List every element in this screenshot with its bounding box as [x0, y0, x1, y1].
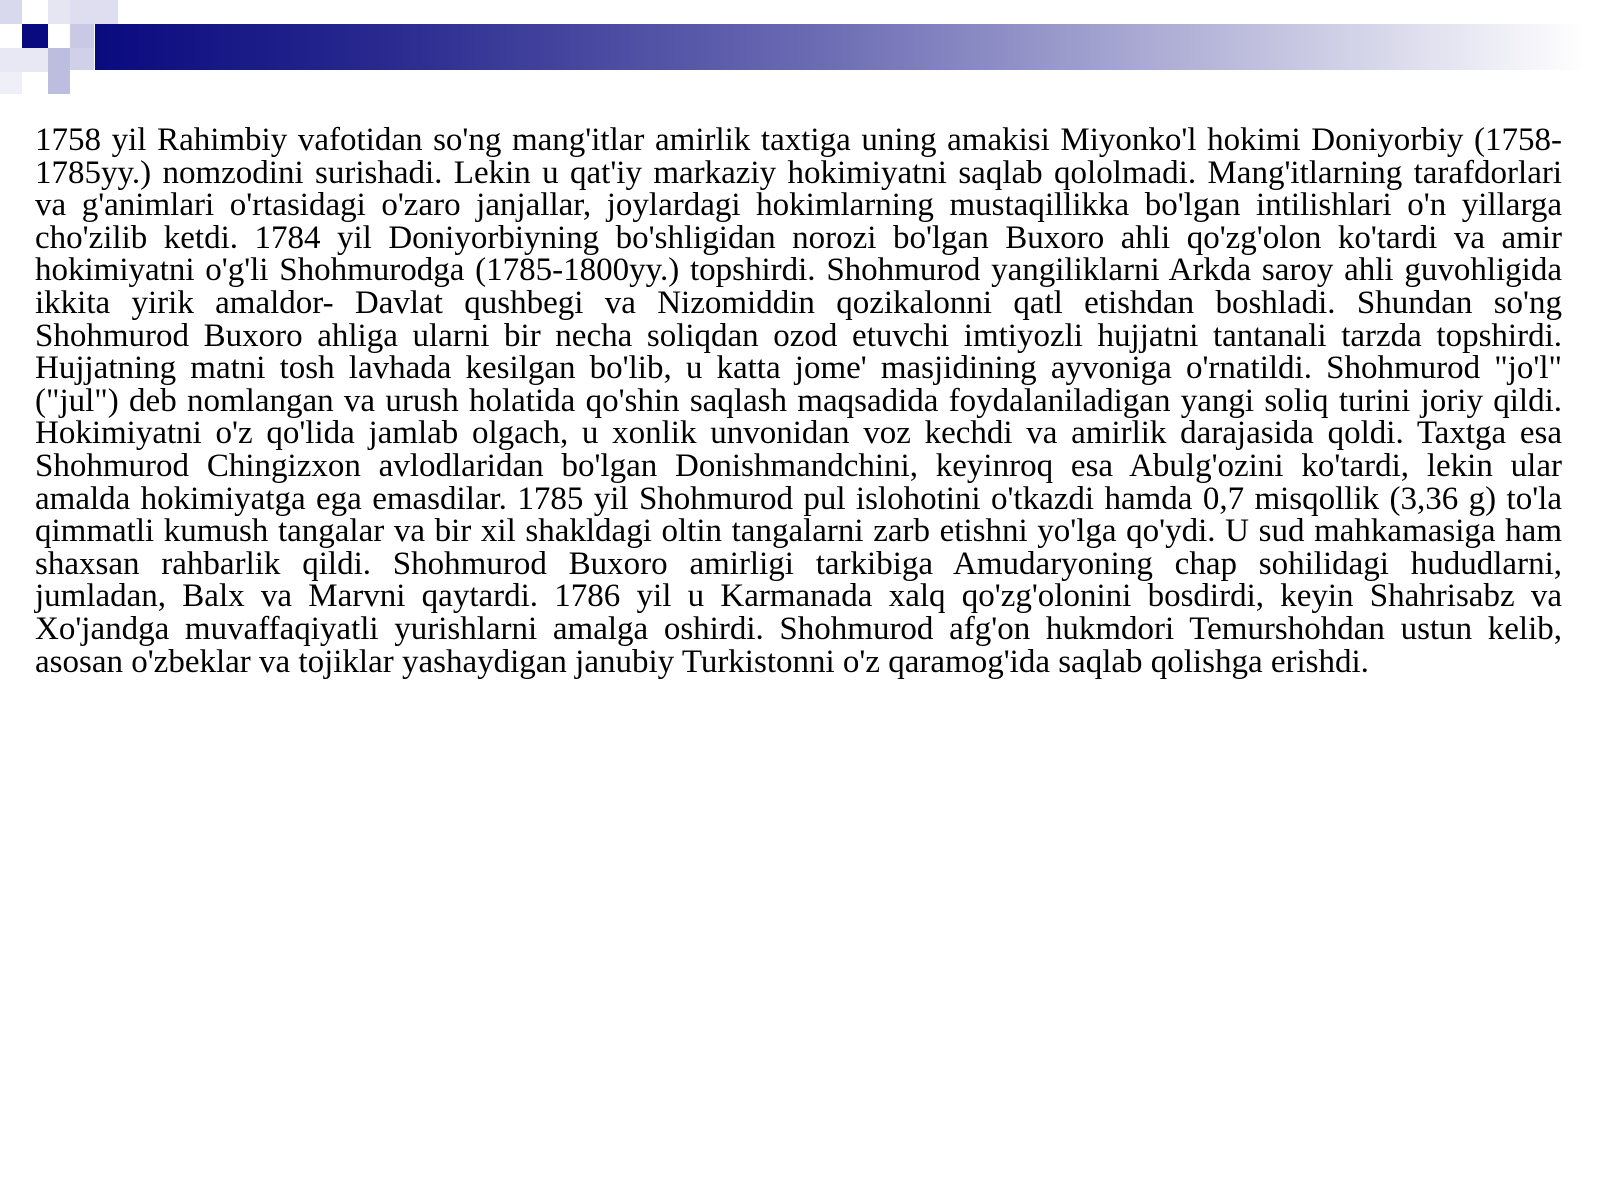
- decorative-square: [48, 48, 70, 94]
- decorative-square: [48, 0, 70, 24]
- decorative-square: [70, 0, 118, 24]
- decorative-square-dark: [22, 24, 48, 48]
- decorative-square: [0, 48, 48, 72]
- decorative-square: [0, 0, 22, 24]
- decorative-square: [70, 24, 94, 48]
- slide-body-text: 1758 yil Rahimbiy vafotidan so'ng mang'itlar amirlik taxtiga uning amakisi Miyonko'l hokimi Doniyorbiy (1758-1785yy.) nomzodini surishadi. Lekin u qat'iy markaziy hokimiyatni saqlab qololmadi. Mang'itlarning tarafdorlari va g'animlari o'rtasidagi o'zaro janjallar, joylardagi hokimlarning mustaqillikka bo'lgan intilishlari o'n yillarga cho'zilib ketdi. 1784 yil Doniyorbiyning bo'shligidan norozi bo'lgan Buxoro ahli qo'zg'olon ko'tardi va amir hokimiyatni o'g'li Shohmurodga (1785-1800yy.) topshirdi. Shohmurod yangiliklarni Arkda saroy ahli guvohligida ikkita yirik amaldor- Davlat qushbegi va Nizomiddin qozikalonni qatl etishdan boshladi. Shundan so'ng Shohmurod Buxoro ahliga ularni bir necha soliqdan ozod etuvchi imtiyozli hujjatni tantanali tarzda topshirdi. Hujjatning matni tosh lavhada kesilgan bo'lib, u katta jome' masjidining ayvoniga o'rnatildi. Shohmurod "jo'l"("jul") deb nomlangan va urush holatida qo'shin saqlash maqsadida foydalaniladigan yangi soliq turini joriy qildi. Hokimiyatni o'z qo'lida jamlab olgach, u xonlik unvonidan voz kechdi va amirlik darajasida qoldi. Taxtga esa Shohmurod Chingizxon avlodlaridan bo'lgan Donishmandchini, keyinroq esa Abulg'ozini ko'tardi, lekin ular amalda hokimiyatga ega emasdilar. 1785 yil Shohmurod pul islohotini o'tkazdi hamda 0,7 misqollik (3,36 g) to'la qimmatli kumush tangalar va bir xil shakldagi oltin tangalarni zarb etishni yo'lga qo'ydi. U sud mahkamasiga ham shaxsan rahbarlik qildi. Shohmurod Buxoro amirligi tarkibiga Amudaryoning chap sohilidagi hududlarni, jumladan, Balx va Marvni qaytardi. 1786 yil u Karmanada xalq qo'zg'olonini bosdirdi, keyin Shahrisabz va Xo'jandga muvaffaqiyatli yurishlarni amalga oshirdi. Shohmurod afg'on hukmdori Temurshohdan ustun kelib, asosan o'zbeklar va tojiklar yashaydigan janubiy Turkistonni o'z qaramog'ida saqlab qolishga erishdi.: [35, 122, 1562, 680]
- header-gradient-band: [95, 24, 1585, 70]
- decorative-square: [0, 72, 22, 94]
- decorative-square: [70, 48, 94, 70]
